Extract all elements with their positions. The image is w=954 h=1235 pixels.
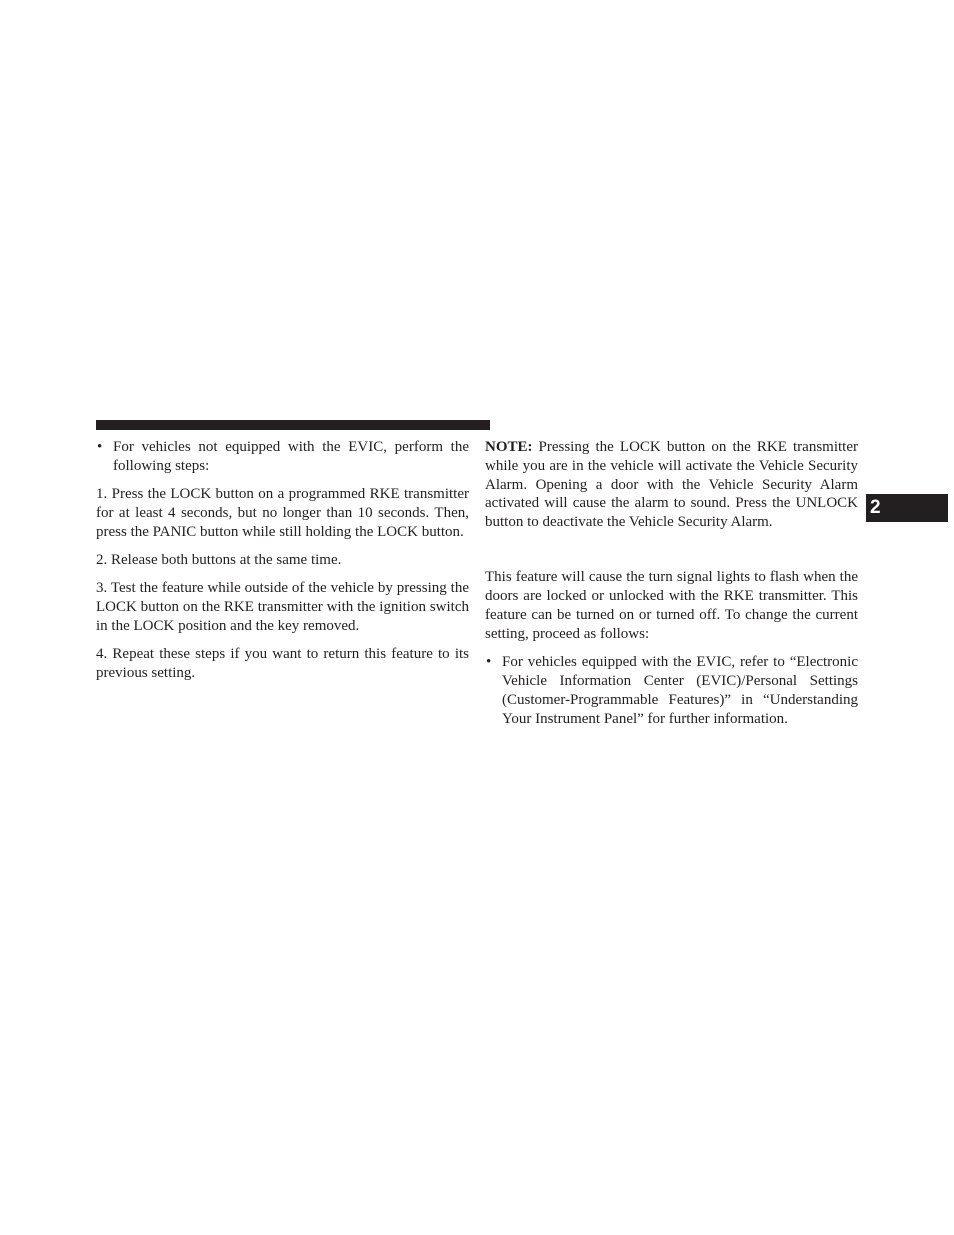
chapter-tab bbox=[866, 494, 948, 522]
step-1: 1. Press the LOCK button on a programmed RKE transmitter for at least 4 seconds, but no longer than 10 seconds. Then, press the PANIC button while still holding the LOCK button. bbox=[96, 486, 469, 540]
right-column bbox=[485, 438, 858, 738]
bullet-text: For vehicles not equipped with the EVIC, perform the following steps: bbox=[113, 439, 469, 474]
bullet-text: For vehicles equipped with the EVIC, refer to “Electronic Vehicle Information Center (EVIC)/Personal Settings (Customer-Programmable Features)” in “Understanding Your Instrument Panel” for further information. bbox=[502, 654, 858, 727]
section-gap bbox=[485, 541, 858, 568]
bullet-item bbox=[485, 653, 858, 728]
bullet-icon: • bbox=[97, 439, 103, 455]
note-label: NOTE: bbox=[485, 439, 533, 455]
step-4: 4. Repeat these steps if you want to return this feature to its previous setting. bbox=[96, 646, 469, 681]
step-3: 3. Test the feature while outside of the vehicle by pressing the LOCK button on the RKE transmitter with the ignition switch in the LOCK position and the key removed. bbox=[96, 580, 469, 634]
left-column bbox=[96, 438, 469, 692]
section-header-rule bbox=[96, 420, 490, 430]
note-text: Pressing the LOCK button on the RKE transmitter while you are in the vehicle will activate the Vehicle Security Alarm. Opening a door with the Vehicle Security Alarm activated will cause the alarm to sound. Press the UNLOCK button to deactivate the Vehicle Security Alarm. bbox=[485, 439, 858, 531]
bullet-icon: • bbox=[486, 654, 492, 671]
note-paragraph bbox=[485, 438, 858, 532]
chapter-number: 2 bbox=[870, 497, 881, 518]
bullet-item bbox=[96, 438, 469, 476]
step-2: 2. Release both buttons at the same time. bbox=[96, 551, 342, 568]
feature-description: This feature will cause the turn signal lights to flash when the doors are locked or unlocked with the RKE transmitter. This feature can be turned on or turned off. To change the current setting, proceed as follows: bbox=[485, 569, 858, 642]
